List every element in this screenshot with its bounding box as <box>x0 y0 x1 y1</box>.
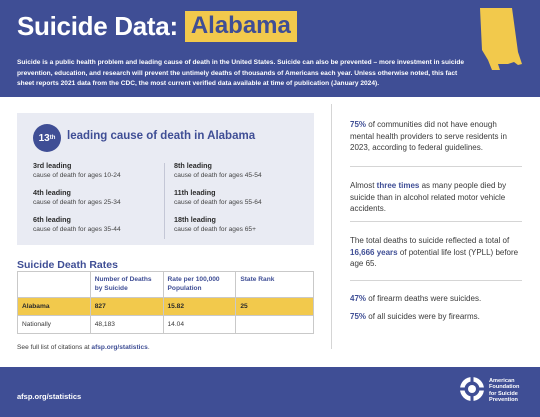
age-rank-item <box>174 215 304 242</box>
logo-line: for Suicide <box>489 390 518 397</box>
table-cell: Nationally <box>18 316 91 334</box>
age-ranks-right <box>174 161 304 242</box>
column-divider <box>164 163 165 239</box>
citations-note <box>17 344 150 351</box>
page-title <box>17 11 297 42</box>
age-rank-item <box>174 188 304 215</box>
stat-highlight: 16,666 years <box>350 247 398 257</box>
header-banner <box>0 0 540 97</box>
age-rank-desc: cause of death for ages 65+ <box>174 226 256 233</box>
age-rank-desc: cause of death for ages 10-24 <box>33 172 121 179</box>
stat-highlight: 75% <box>350 312 367 321</box>
table-header-cell <box>18 272 91 298</box>
table-cell: 48,183 <box>90 316 163 334</box>
citations-link[interactable]: afsp.org/statistics <box>91 344 148 351</box>
rank-suffix: th <box>49 135 56 141</box>
intro-paragraph: Suicide is a public health problem and leading cause of death in the United States. Suicide can also be prevented – more investment in suicide prevention, education, and research will prevent the untimely deaths of thousands of Americans each year. Unless otherwise noted, this fact sheet reports 2021 data from the CDC, the most current verified data available at time of publication (January 2024). <box>17 59 465 87</box>
rank-number: 13 <box>38 132 50 144</box>
footer-bar <box>0 367 540 417</box>
age-rank-label: 4th leading <box>33 188 71 197</box>
stat-text: of communities did not have enough mental health providers to serve residents in 2023, according to federal guidelines. <box>350 120 507 152</box>
logo-wordmark <box>489 378 537 404</box>
age-rank-item <box>33 161 163 188</box>
stat-divider <box>350 280 522 281</box>
age-rank-label: 11th leading <box>174 188 216 197</box>
rates-section-title: Suicide Death Rates <box>17 259 118 271</box>
stat-text: Almost <box>350 181 377 190</box>
rank-headline: leading cause of death in Alabama <box>67 130 256 142</box>
footer-url[interactable]: afsp.org/statistics <box>17 392 82 401</box>
stat-text: The total deaths to suicide reflected a total of <box>350 236 510 245</box>
age-rank-desc: cause of death for ages 25-34 <box>33 199 121 206</box>
logo-line: Foundation <box>489 384 520 391</box>
stat-motor-vehicle-comparison <box>350 180 522 215</box>
citations-prefix: See full list of citations at <box>17 344 92 351</box>
stat-text: of potential life lost (YPLL) before age 65. <box>350 247 519 268</box>
leading-cause-card <box>17 113 314 245</box>
stat-divider <box>350 166 522 167</box>
table-row <box>18 316 314 334</box>
table-cell: Alabama <box>18 298 91 316</box>
citations-suffix: . <box>147 344 150 351</box>
age-rank-desc: cause of death for ages 55-64 <box>174 199 262 206</box>
age-ranks-left <box>33 161 163 242</box>
stat-highlight: 47% <box>350 294 367 303</box>
death-rates-table <box>17 271 314 334</box>
stat-ypll <box>350 235 522 270</box>
table-header-cell: Number of Deaths by Suicide <box>90 272 163 298</box>
afsp-logo-icon <box>459 376 485 402</box>
stat-text: of all suicides were by firearms. <box>366 312 480 321</box>
vertical-divider <box>331 104 332 349</box>
stat-firearm-deaths <box>350 293 522 305</box>
table-cell: 25 <box>236 298 314 316</box>
age-rank-desc: cause of death for ages 45-54 <box>174 172 262 179</box>
table-row <box>18 298 314 316</box>
table-cell: 15.82 <box>163 298 236 316</box>
stat-divider <box>350 221 522 222</box>
stat-mental-health-providers <box>350 119 522 154</box>
table-header-cell: Rate per 100,000 Population <box>163 272 236 298</box>
rank-badge <box>33 124 61 152</box>
table-header-row <box>18 272 314 298</box>
age-rank-item <box>174 161 304 188</box>
age-rank-item <box>33 215 163 242</box>
table-cell: 14.04 <box>163 316 236 334</box>
title-prefix: Suicide Data: <box>17 11 178 41</box>
age-rank-label: 3rd leading <box>33 161 72 170</box>
logo-line: American <box>489 378 515 384</box>
age-rank-item <box>33 188 163 215</box>
stat-text: of firearm deaths were suicides. <box>366 294 482 303</box>
table-header-cell: State Rank <box>236 272 314 298</box>
stat-text: as many people died by suicide than in alcohol related motor vehicle accidents. <box>350 181 507 213</box>
stat-highlight: 75% <box>350 120 367 129</box>
table-cell: 827 <box>90 298 163 316</box>
logo-line: Prevention <box>489 397 518 404</box>
stat-highlight: three times <box>376 181 420 190</box>
alabama-state-shape-icon <box>478 8 524 78</box>
age-rank-desc: cause of death for ages 35-44 <box>33 226 121 233</box>
stat-suicides-by-firearm <box>350 311 522 323</box>
age-rank-label: 6th leading <box>33 215 71 224</box>
state-name-badge: Alabama <box>185 11 297 42</box>
age-rank-label: 18th leading <box>174 215 216 224</box>
age-rank-label: 8th leading <box>174 161 212 170</box>
table-cell <box>236 316 314 334</box>
